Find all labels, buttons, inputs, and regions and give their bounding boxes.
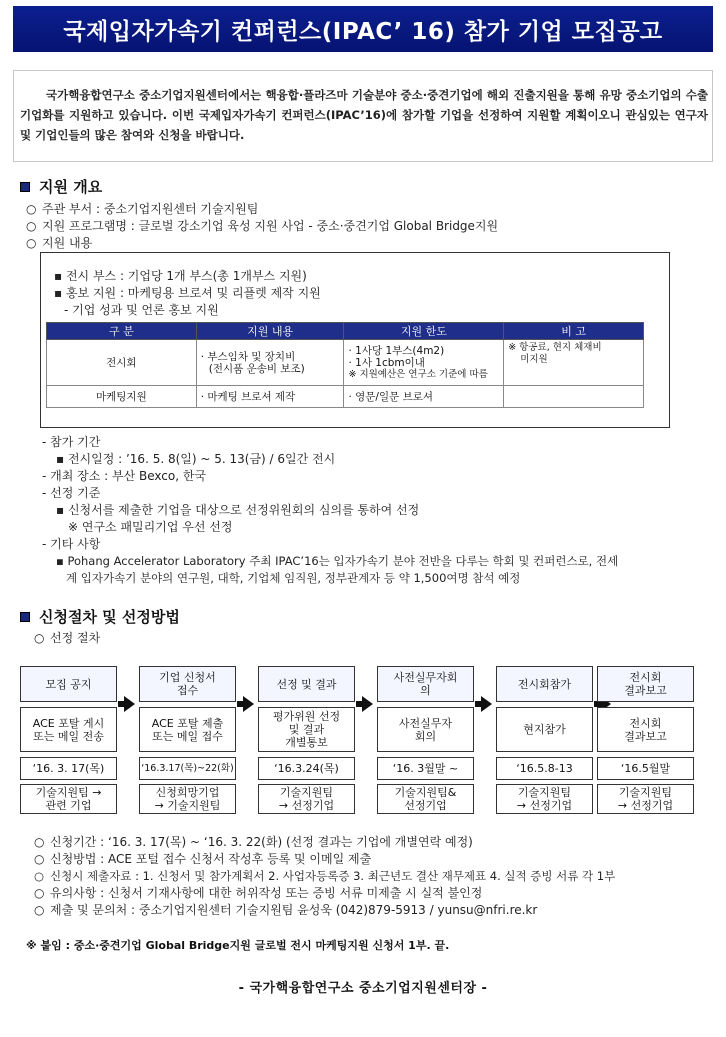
circle-bullet-icon: ○ — [34, 631, 45, 645]
flow-step-date: ‘16.3.24(목) — [258, 757, 355, 780]
table-header-row — [47, 323, 644, 340]
table-cell: · 1사당 1부스(4m2) · 1사 1cbm이내 ※ 지원예산은 연구소 기준에 따름 — [344, 340, 504, 386]
flow-step-date: ‘16.5월말 — [597, 757, 694, 780]
flow-step-title: 기업 신청서 접수 — [139, 666, 236, 702]
box-bullet: ▪ 전시 부스 : 기업당 1개 부스(총 1개부스 지원) — [54, 269, 307, 283]
flow-step-desc: 현지참가 — [496, 707, 593, 752]
procedure-item: ○ 유의사항 : 신청서 기재사항에 대한 허위작성 또는 증빙 서류 미제출 시 실적 불인정 — [34, 886, 483, 900]
detail-line: ▪ 신청서를 제출한 기업을 대상으로 선정위원회의 심의를 통하여 선정 — [56, 503, 420, 517]
flow-step — [139, 666, 236, 814]
flow-step-desc: 사전실무자 회의 — [377, 707, 474, 752]
detail-line: 계 입자가속기 분야의 연구원, 대학, 기업체 임직원, 정부관계자 등 약 1,500여명 참석 예정 — [66, 571, 521, 585]
overview-item: ○ 지원 내용 — [26, 236, 93, 250]
intro-paragraph: 국가핵융합연구소 중소기업지원센터에서는 핵융합·플라즈마 기술분야 중소·중견기업에 해외 진출지원을 통해 유망 중소기업의 수출기업화를 지원하고 있습니다. 이번 국제입자가속기 컨퍼런스(IPAC’16)에 참가할 기업을 선정하여 지원할 계획이오니 관심있는 연구자 및 기업인들의 많은 참여와 신청을 바랍니다. — [20, 88, 708, 142]
flow-step-title: 모집 공지 — [20, 666, 117, 702]
small-square-icon: ▪ — [54, 269, 66, 283]
overview-item: ○ 주관 부서 : 중소기업지원센터 기술지원팀 — [26, 202, 259, 216]
flow-step — [377, 666, 474, 814]
arrow-right-icon — [124, 696, 135, 712]
table-cell: · 마케팅 브로셔 제작 — [196, 386, 344, 408]
detail-line: ▪ Pohang Accelerator Laboratory 주최 IPAC’16는 입자가속기 분야 전반을 다루는 학회 및 컨퍼런스로, 전세 — [56, 554, 619, 568]
flow-step-owner: 기술지원팀 → 선정기업 — [496, 784, 593, 814]
arrow-right-icon — [243, 696, 254, 712]
flow-step-desc: ACE 포탈 게시 또는 메일 전송 — [20, 707, 117, 752]
flow-step-date: ‘16. 3. 17(목) — [20, 757, 117, 780]
flow-step-owner: 기술지원팀 → 관련 기업 — [20, 784, 117, 814]
flow-step-date: ‘16.5.8-13 — [496, 757, 593, 780]
table-cell: · 부스임차 및 장치비 (전시품 운송비 보조) — [196, 340, 344, 386]
small-square-icon: ▪ — [54, 286, 66, 300]
section-heading-text: 지원 개요 — [39, 178, 103, 196]
table-row — [47, 340, 644, 386]
flow-step-owner: 기술지원팀 → 선정기업 — [258, 784, 355, 814]
table-cell — [504, 386, 644, 408]
procedure-item: ○ 신청기간 : ‘16. 3. 17(목) ~ ‘16. 3. 22(화) (선정 결과는 기업에 개별연락 예정) — [34, 835, 473, 849]
table-header-cell: 구 분 — [47, 323, 197, 340]
table-header-cell: 지원 한도 — [344, 323, 504, 340]
square-bullet-icon — [20, 182, 30, 192]
support-table — [46, 322, 644, 408]
circle-bullet-icon: ○ — [26, 236, 37, 250]
section-heading-overview — [20, 176, 102, 197]
circle-bullet-icon: ○ — [34, 852, 45, 866]
circle-bullet-icon: ○ — [34, 835, 45, 849]
section-heading-procedure — [20, 606, 180, 627]
procedure-sub: ○ 선정 절차 — [34, 631, 101, 645]
detail-line: ▪ 전시일정 : ’16. 5. 8(일) ~ 5. 13(금) / 6일간 전시 — [56, 452, 336, 466]
table-cell: ※ 항공료, 현지 체재비 미지원 — [504, 340, 644, 386]
flow-step — [20, 666, 117, 814]
section-heading-text: 신청절차 및 선정방법 — [39, 608, 180, 626]
overview-item: ○ 지원 프로그램명 : 글로벌 강소기업 육성 지원 사업 - 중소·중견기업 Global Bridge지원 — [26, 219, 499, 233]
table-cell: 전시회 — [47, 340, 197, 386]
table-header-cell: 지원 내용 — [196, 323, 344, 340]
procedure-item: ○ 제출 및 문의처 : 중소기업지원센터 기술지원팀 윤성욱 (042)879-5913 / yunsu@nfri.re.kr — [34, 903, 538, 917]
flow-step-desc: 평가위원 선정 및 결과 개별통보 — [258, 707, 355, 752]
box-sub-item: - 기업 성과 및 언론 홍보 지원 — [64, 303, 219, 317]
attachment-note: ※ 붙임 : 중소·중견기업 Global Bridge지원 글로벌 전시 마케팅지원 신청서 1부. 끝. — [26, 939, 450, 952]
detail-line: - 선정 기준 — [42, 486, 101, 500]
circle-bullet-icon: ○ — [34, 903, 45, 917]
issuer-signature: - 국가핵융합연구소 중소기업지원센터장 - — [238, 981, 488, 996]
arrow-right-icon — [481, 696, 492, 712]
page-title: 국제입자가속기 컨퍼런스(IPAC’ 16) 참가 기업 모집공고 — [13, 6, 713, 52]
flow-step-owner: 기술지원팀& 선정기업 — [377, 784, 474, 814]
table-row — [47, 386, 644, 408]
flow-step-date: ‘16. 3월말 ~ — [377, 757, 474, 780]
detail-line: - 개최 장소 : 부산 Bexco, 한국 — [42, 469, 207, 483]
circle-bullet-icon: ○ — [34, 886, 45, 900]
table-cell: · 영문/일문 브로셔 — [344, 386, 504, 408]
table-cell: 마케팅지원 — [47, 386, 197, 408]
detail-line: - 참가 기간 — [42, 435, 101, 449]
flow-step — [597, 666, 694, 814]
detail-line: ※ 연구소 패밀리기업 우선 선정 — [68, 520, 233, 534]
circle-bullet-icon: ○ — [26, 202, 37, 216]
flow-step — [496, 666, 593, 814]
procedure-item: ○ 신청시 제출자료 : 1. 신청서 및 참가계획서 2. 사업자등록증 3. 최근년도 결산 재무제표 4. 실적 증빙 서류 각 1부 — [34, 869, 616, 883]
flow-step-date: ‘16.3.17(목)~22(화) — [139, 757, 236, 780]
flow-step-desc: 전시회 결과보고 — [597, 707, 694, 752]
flow-step-owner: 기술지원팀 → 선정기업 — [597, 784, 694, 814]
arrow-right-icon — [362, 696, 373, 712]
square-bullet-icon — [20, 612, 30, 622]
flow-step-owner: 신청희망기업 → 기술지원팀 — [139, 784, 236, 814]
procedure-item: ○ 신청방법 : ACE 포털 접수 신청서 작성후 등록 및 이메일 제출 — [34, 852, 372, 866]
flow-step-title: 전시회참가 — [496, 666, 593, 702]
flow-step-title: 사전실무자회 의 — [377, 666, 474, 702]
flow-step-desc: ACE 포탈 제출 또는 메일 접수 — [139, 707, 236, 752]
table-header-cell: 비 고 — [504, 323, 644, 340]
flow-step — [258, 666, 355, 814]
flow-step-title: 선정 및 결과 — [258, 666, 355, 702]
circle-bullet-icon: ○ — [34, 869, 45, 883]
circle-bullet-icon: ○ — [26, 219, 37, 233]
flow-step-title: 전시회 결과보고 — [597, 666, 694, 702]
box-bullet: ▪ 홍보 지원 : 마케팅용 브로셔 및 리플렛 제작 지원 — [54, 286, 321, 300]
detail-line: - 기타 사항 — [42, 537, 101, 551]
